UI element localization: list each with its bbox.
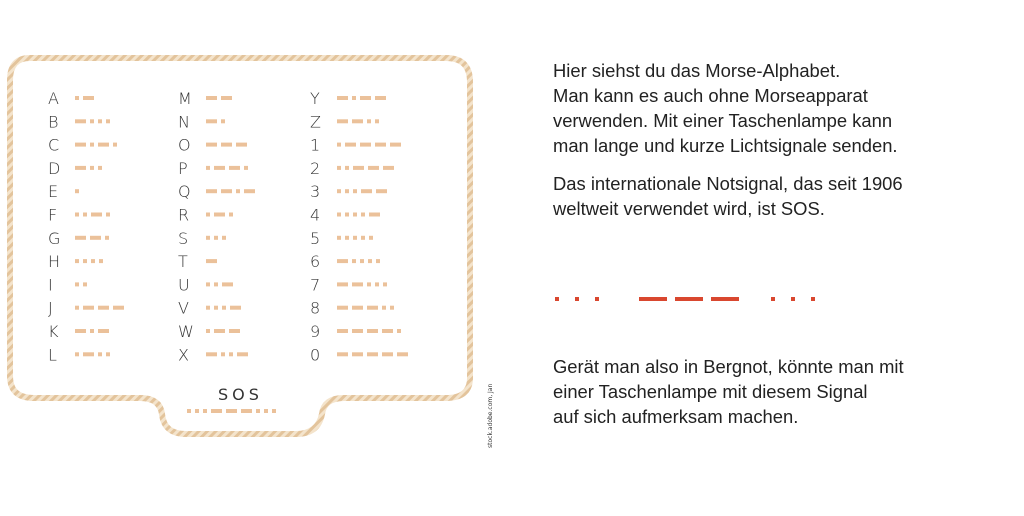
morse-symbol: [222, 306, 226, 310]
morse-symbol: [360, 143, 371, 147]
morse-char-label: 1: [310, 135, 321, 155]
morse-symbol: [337, 306, 348, 310]
rope-frame: [10, 58, 470, 434]
morse-symbol: [229, 352, 233, 356]
morse-symbol: [75, 96, 79, 100]
morse-char-label: 5: [310, 228, 321, 248]
morse-symbol: [221, 119, 225, 123]
morse-symbol: [75, 213, 79, 217]
morse-char-label: H: [48, 252, 61, 272]
morse-symbol: [337, 282, 348, 286]
morse-symbol: [345, 213, 349, 217]
morse-char-label: 7: [310, 275, 321, 295]
morse-char-label: E: [48, 182, 59, 202]
intro-line: Man kann es auch ohne Morseapparat: [553, 85, 868, 106]
morse-char-label: 0: [310, 345, 321, 365]
morse-char-label: K: [48, 322, 59, 341]
morse-symbol: [236, 143, 247, 147]
morse-symbol: [75, 306, 79, 310]
morse-symbol: [236, 189, 240, 193]
morse-symbol: [361, 189, 372, 193]
morse-symbol: [367, 282, 371, 286]
morse-char-label: 9: [310, 322, 321, 341]
intro-line: verwenden. Mit einer Taschenlampe kann: [553, 110, 893, 131]
morse-symbol: [98, 166, 102, 170]
morse-symbol: [375, 143, 386, 147]
intro-line: Hier siehst du das Morse-Alphabet.: [553, 60, 841, 81]
morse-char-label: 4: [310, 205, 321, 225]
morse-symbol: [352, 329, 363, 333]
signal-dot: [811, 297, 815, 301]
morse-symbol: [75, 352, 79, 356]
bergnot-paragraph: [553, 354, 1013, 429]
morse-symbol: [98, 329, 109, 333]
morse-symbol: [98, 306, 109, 310]
sos-morse-symbol: [272, 409, 276, 413]
morse-char-label: L: [48, 345, 57, 365]
morse-symbol: [376, 189, 387, 193]
morse-symbol: [221, 96, 232, 100]
morse-symbol: [75, 259, 79, 263]
morse-char-label: J: [48, 298, 53, 318]
morse-char-label: F: [48, 205, 58, 225]
image-credit: stock.adobe.com, Jan: [487, 383, 494, 448]
morse-symbol: [397, 352, 408, 356]
sos-label: SOS: [218, 385, 263, 404]
signal-dot: [771, 297, 775, 301]
morse-symbol: [83, 213, 87, 217]
morse-symbol: [345, 166, 349, 170]
morse-symbol: [106, 352, 110, 356]
morse-char-label: V: [178, 298, 189, 318]
morse-char-label: G: [48, 228, 61, 248]
morse-symbol: [99, 259, 103, 263]
morse-symbol: [90, 166, 94, 170]
signal-dot: [595, 297, 599, 301]
bergnot-line: auf sich aufmerksam machen.: [553, 406, 799, 428]
morse-symbol: [206, 259, 217, 263]
morse-symbol: [337, 352, 348, 356]
morse-symbol: [83, 96, 94, 100]
notsignal-line: weltweit verwendet wird, ist SOS.: [553, 198, 825, 219]
morse-symbol: [337, 189, 341, 193]
morse-symbol: [383, 166, 394, 170]
text-column: [553, 58, 1013, 221]
morse-symbol: [206, 352, 217, 356]
morse-symbol: [367, 329, 378, 333]
morse-symbol: [83, 306, 94, 310]
morse-symbol: [353, 213, 357, 217]
morse-symbol: [222, 236, 226, 240]
morse-char-label: W: [178, 322, 194, 341]
morse-symbol: [214, 236, 218, 240]
morse-symbol: [206, 189, 217, 193]
sos-morse-symbol: [256, 409, 260, 413]
morse-symbol: [113, 143, 117, 147]
signal-dot: [555, 297, 559, 301]
signal-dash: [675, 297, 703, 301]
morse-symbol: [90, 143, 94, 147]
notsignal-line: Das internationale Notsignal, das seit 1906: [553, 173, 903, 194]
morse-symbol: [376, 259, 380, 263]
morse-symbol: [83, 352, 94, 356]
morse-char-label: 2: [310, 158, 321, 178]
signal-dot: [575, 297, 579, 301]
sos-morse-symbol: [264, 409, 268, 413]
morse-symbol: [206, 236, 210, 240]
morse-char-label: 6: [310, 252, 321, 272]
morse-symbol: [229, 329, 240, 333]
morse-symbol: [353, 189, 357, 193]
morse-char-label: M: [178, 89, 192, 108]
morse-char-label: D: [48, 158, 61, 178]
morse-symbol: [352, 259, 356, 263]
sos-morse-symbol: [241, 409, 252, 413]
morse-char-label: N: [178, 112, 190, 132]
morse-symbol: [214, 213, 225, 217]
morse-symbol: [368, 259, 372, 263]
morse-char-label: I: [48, 275, 53, 295]
morse-symbol: [83, 282, 87, 286]
morse-symbol: [113, 306, 124, 310]
bergnot-line: einer Taschenlampe mit diesem Signal: [553, 381, 868, 403]
morse-symbol: [237, 352, 248, 356]
sos-morse-symbol: [203, 409, 207, 413]
morse-symbol: [382, 352, 393, 356]
morse-symbol: [75, 143, 86, 147]
morse-char-label: O: [178, 135, 191, 155]
morse-symbol: [83, 259, 87, 263]
morse-symbol: [75, 282, 79, 286]
morse-symbol: [106, 213, 110, 217]
morse-symbol: [206, 213, 210, 217]
morse-symbol: [375, 119, 379, 123]
morse-symbol: [91, 213, 102, 217]
morse-symbol: [382, 329, 393, 333]
morse-symbol: [337, 213, 341, 217]
morse-symbol: [206, 143, 217, 147]
morse-symbol: [90, 329, 94, 333]
morse-symbol: [337, 143, 341, 147]
morse-symbol: [382, 306, 386, 310]
sos-morse-symbol: [211, 409, 222, 413]
morse-symbol: [367, 306, 378, 310]
morse-symbol: [229, 213, 233, 217]
morse-symbol: [106, 119, 110, 123]
morse-symbol: [367, 352, 378, 356]
intro-paragraph: [553, 58, 1013, 158]
morse-symbol: [230, 306, 241, 310]
morse-symbol: [337, 166, 341, 170]
morse-char-label: S: [178, 228, 189, 248]
morse-char-label: X: [178, 345, 189, 365]
morse-char-label: U: [178, 275, 190, 295]
morse-symbol: [91, 259, 95, 263]
morse-char-label: R: [178, 205, 190, 225]
signal-dash: [639, 297, 667, 301]
morse-symbol: [90, 119, 94, 123]
morse-symbol: [221, 143, 232, 147]
morse-symbol: [98, 119, 102, 123]
morse-char-label: T: [178, 252, 188, 272]
morse-symbol: [352, 96, 356, 100]
morse-symbol: [352, 119, 363, 123]
morse-symbol: [337, 329, 348, 333]
morse-symbol: [352, 352, 363, 356]
morse-char-label: A: [48, 89, 59, 108]
morse-symbol: [353, 236, 357, 240]
morse-symbol: [214, 166, 225, 170]
morse-char-label: P: [178, 158, 188, 178]
morse-symbol: [390, 143, 401, 147]
morse-symbol: [383, 282, 387, 286]
morse-symbol: [337, 259, 348, 263]
morse-symbol: [222, 282, 233, 286]
morse-symbol: [390, 306, 394, 310]
morse-symbol: [75, 166, 86, 170]
morse-symbol: [345, 189, 349, 193]
signal-dash: [711, 297, 739, 301]
morse-symbol: [369, 236, 373, 240]
bergnot-line: Gerät man also in Bergnot, könnte man mit: [553, 356, 904, 378]
sos-morse-symbol: [195, 409, 199, 413]
morse-symbol: [360, 96, 371, 100]
morse-symbol: [360, 259, 364, 263]
notsignal-paragraph: [553, 171, 1013, 221]
morse-marks: [48, 89, 408, 413]
morse-symbol: [337, 96, 348, 100]
morse-symbol: [206, 282, 210, 286]
morse-symbol: [337, 236, 341, 240]
morse-symbol: [353, 166, 364, 170]
morse-symbol: [206, 306, 210, 310]
morse-symbol: [206, 96, 217, 100]
morse-symbol: [369, 213, 380, 217]
morse-symbol: [105, 236, 109, 240]
morse-symbol: [214, 306, 218, 310]
morse-symbol: [367, 119, 371, 123]
morse-symbol: [206, 329, 210, 333]
morse-symbol: [345, 143, 356, 147]
morse-symbol: [229, 166, 240, 170]
morse-symbol: [375, 282, 379, 286]
morse-symbol: [368, 166, 379, 170]
morse-char-label: B: [48, 112, 59, 132]
intro-line: man lange und kurze Lichtsignale senden.: [553, 135, 898, 156]
signal-dot: [791, 297, 795, 301]
morse-symbol: [206, 119, 217, 123]
sos-signal-graphic: [553, 290, 873, 310]
morse-char-label: C: [48, 135, 60, 155]
morse-dot: [75, 189, 79, 193]
morse-symbol: [397, 329, 401, 333]
morse-symbol: [214, 329, 225, 333]
morse-char-label: 8: [310, 298, 321, 318]
morse-symbol: [352, 282, 363, 286]
morse-symbol: [98, 352, 102, 356]
morse-char-label: 3: [310, 182, 321, 202]
morse-symbol: [75, 329, 86, 333]
morse-symbol: [75, 119, 86, 123]
morse-symbol: [214, 282, 218, 286]
morse-symbol: [361, 236, 365, 240]
morse-symbol: [244, 189, 255, 193]
morse-char-label: Z: [310, 112, 321, 132]
morse-char-label: Q: [178, 182, 191, 202]
morse-symbol: [98, 143, 109, 147]
sos-morse-symbol: [187, 409, 191, 413]
morse-symbol: [221, 189, 232, 193]
sos-morse-symbol: [226, 409, 237, 413]
morse-symbol: [206, 166, 210, 170]
morse-symbol: [352, 306, 363, 310]
morse-symbol: [345, 236, 349, 240]
morse-symbol: [90, 236, 101, 240]
morse-char-label: Y: [310, 89, 320, 108]
morse-symbol: [244, 166, 248, 170]
morse-symbol: [337, 119, 348, 123]
morse-symbol: [375, 96, 386, 100]
morse-symbol: [221, 352, 225, 356]
morse-symbol: [361, 213, 365, 217]
morse-symbol: [75, 236, 86, 240]
